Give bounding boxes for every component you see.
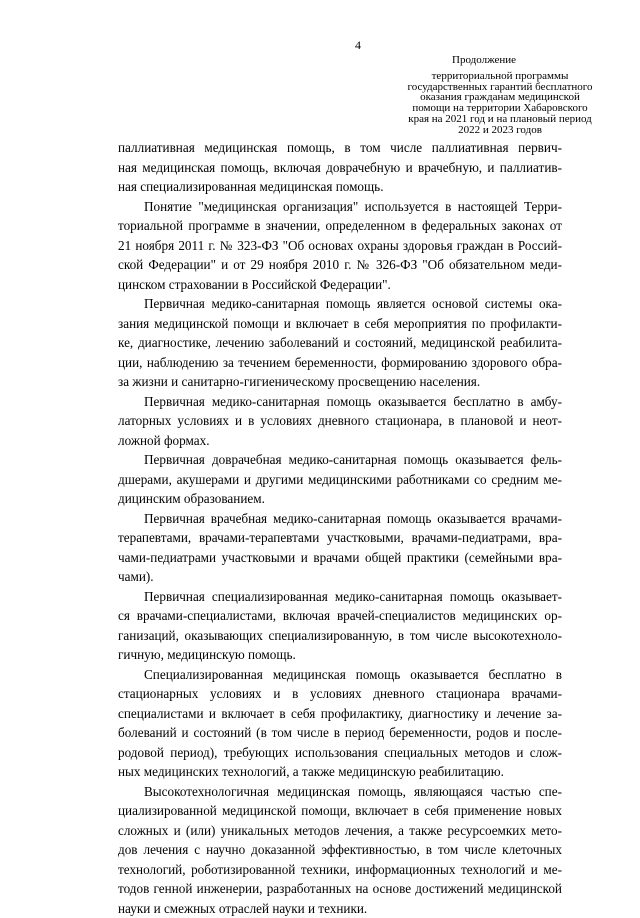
text-line: циализированной медицинской помощи, включает в себя применение новых — [118, 801, 562, 821]
program-header-line: помощи на территории Хабаровского — [376, 103, 624, 114]
text-line: 21 ноября 2011 г. № 323-ФЗ "Об основах охраны здоровья граждан в Россий- — [118, 236, 562, 256]
text-line: стационарных условиях и в условиях дневного стационара врачами- — [118, 684, 562, 704]
text-line: Первичная специализированная медико-санитарная помощь оказывает- — [118, 587, 562, 607]
text-line: терапевтами, врачами-терапевтами участковыми, врачами-педиатрами, вра- — [118, 528, 562, 548]
continuation-label: Продолжение — [452, 54, 516, 66]
text-line: Высокотехнологичная медицинская помощь, являющаяся частью спе- — [118, 782, 562, 802]
text-line: ке, диагностике, лечению заболеваний и состояний, медицинской реабилита- — [118, 333, 562, 353]
paragraph — [118, 392, 562, 451]
text-line: паллиативная медицинская помощь, в том числе паллиативная первич- — [118, 138, 562, 158]
text-line: ная специализированная медицинская помощь. — [118, 177, 562, 197]
text-line: ганизаций, оказывающих специализированную, в том числе высокотехноло- — [118, 626, 562, 646]
text-line: за жизни и санитарно-гигиеническому просвещению населения. — [118, 372, 562, 392]
text-line: специалистами и включает в себя профилактику, диагностику и лечение за- — [118, 704, 562, 724]
text-line: ложной формах. — [118, 431, 562, 451]
text-line: дов лечения с научно доказанной эффективностью, в том числе клеточных — [118, 840, 562, 860]
text-line: чами). — [118, 567, 562, 587]
program-header-line: территориальной программы — [376, 71, 624, 82]
text-line: Первичная врачебная медико-санитарная помощь оказывается врачами- — [118, 509, 562, 529]
text-line: ториальной программе в значении, определенном в федеральных законах от — [118, 216, 562, 236]
page-number: 4 — [0, 38, 640, 52]
text-line: болеваний и состояний (в том числе в период беременности, родов и после- — [118, 723, 562, 743]
program-header-line: государственных гарантий бесплатного — [376, 82, 624, 93]
text-line: родовой период), требующих использования специальных методов и слож- — [118, 743, 562, 763]
text-line: ции, наблюдению за течением беременности, формированию здорового обра- — [118, 353, 562, 373]
text-line: латорных условиях и в условиях дневного стационара, в плановой и неот- — [118, 411, 562, 431]
text-line: Специализированная медицинская помощь оказывается бесплатно в — [118, 665, 562, 685]
paragraph — [118, 587, 562, 665]
text-line: технологий, роботизированной техники, информационных технологий и ме- — [118, 860, 562, 880]
paragraph — [118, 197, 562, 295]
text-line: науки и смежных отраслей науки и техники. — [118, 899, 562, 918]
text-line: дшерами, акушерами и другими медицинскими работниками со средним ме- — [118, 470, 562, 490]
program-header-line: 2022 и 2023 годов — [376, 125, 624, 136]
paragraph — [118, 509, 562, 587]
document-body — [118, 138, 562, 918]
program-header-line: оказания гражданам медицинской — [376, 92, 624, 103]
text-line: гичную, медицинскую помощь. — [118, 645, 562, 665]
text-line: Понятие "медицинская организация" используется в настоящей Терри- — [118, 197, 562, 217]
paragraph — [118, 138, 562, 197]
text-line: дицинским образованием. — [118, 489, 562, 509]
text-line: Первичная доврачебная медико-санитарная помощь оказывается фель- — [118, 450, 562, 470]
paragraph — [118, 294, 562, 392]
text-line: цинском страховании в Российской Федерации". — [118, 275, 562, 295]
text-line: тодов генной инженерии, разработанных на основе достижений медицинской — [118, 879, 562, 899]
text-line: ской Федерации" и от 29 ноября 2010 г. № 326-ФЗ "Об обязательном меди- — [118, 255, 562, 275]
program-header — [376, 71, 624, 135]
paragraph — [118, 782, 562, 918]
program-header-line: края на 2021 год и на плановый период — [376, 114, 624, 125]
text-line: Первичная медико-санитарная помощь оказывается бесплатно в амбу- — [118, 392, 562, 412]
text-line: зания медицинской помощи и включает в себя мероприятия по профилакти- — [118, 314, 562, 334]
text-line: ная медицинская помощь, включая доврачебную и врачебную, и паллиатив- — [118, 158, 562, 178]
text-line: ся врачами-специалистами, включая врачей-специалистов медицинских ор- — [118, 606, 562, 626]
text-line: Первичная медико-санитарная помощь является основой системы ока- — [118, 294, 562, 314]
text-line: сложных и (или) уникальных методов лечения, а также ресурсоемких мето- — [118, 821, 562, 841]
paragraph — [118, 665, 562, 782]
text-line: ных медицинских технологий, а также медицинскую реабилитацию. — [118, 762, 562, 782]
text-line: чами-педиатрами участковыми и врачами общей практики (семейными вра- — [118, 548, 562, 568]
paragraph — [118, 450, 562, 509]
